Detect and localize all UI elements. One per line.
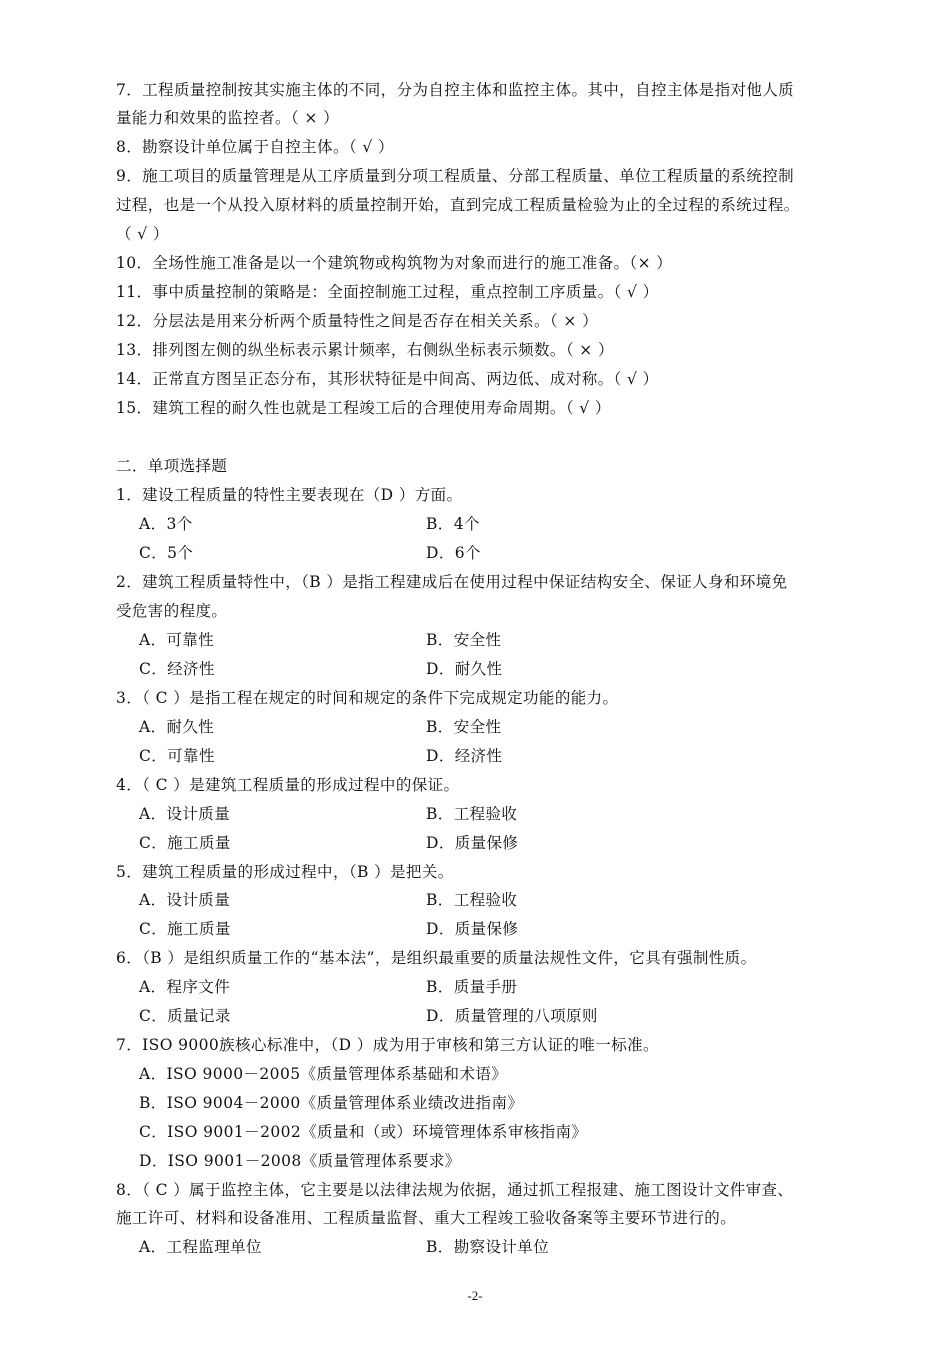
page-number: -2- bbox=[467, 1288, 483, 1303]
judgement-line: 量能力和效果的监控者。（ × ） bbox=[116, 109, 339, 127]
section-title: 二．单项选择题 bbox=[116, 457, 228, 475]
question-stem: 8．（ C ）属于监控主体，它主要是以法律法规为依据，通过抓工程报建、施工图设计文件审查、 bbox=[116, 1181, 794, 1199]
question-stem: 1．建设工程质量的特性主要表现在（D ）方面。 bbox=[116, 486, 463, 504]
question-stem: 3．（ C ）是指工程在规定的时间和规定的条件下完成规定功能的能力。 bbox=[116, 689, 619, 707]
option-b: B．安全性 bbox=[426, 718, 502, 736]
option-c: C．施工质量 bbox=[139, 920, 231, 938]
option-a: A．工程监理单位 bbox=[139, 1238, 262, 1256]
option-b: B．工程验收 bbox=[426, 891, 518, 909]
option-c: C．经济性 bbox=[139, 660, 215, 678]
option-d: D．6个 bbox=[426, 544, 481, 562]
judgement-line: 过程，也是一个从投入原材料的质量控制开始，直到完成工程质量检验为止的全过程的系统过程。 bbox=[116, 196, 800, 214]
judgement-line: 13．排列图左侧的纵坐标表示累计频率，右侧纵坐标表示频数。（ × ） bbox=[116, 341, 614, 359]
option-c: C．可靠性 bbox=[139, 747, 215, 765]
judgement-line: （ √ ） bbox=[116, 225, 169, 243]
option-c: C．ISO 9001－2002《质量和（或）环境管理体系审核指南》 bbox=[139, 1123, 588, 1141]
judgement-line: 10．全场性施工准备是以一个建筑物或构筑物为对象而进行的施工准备。（× ） bbox=[116, 254, 673, 272]
option-c: C．施工质量 bbox=[139, 834, 231, 852]
question-stem: 受危害的程度。 bbox=[116, 602, 228, 620]
option-b: B．质量手册 bbox=[426, 978, 518, 996]
judgement-line: 14．正常直方图呈正态分布，其形状特征是中间高、两边低、成对称。（ √ ） bbox=[116, 370, 659, 388]
option-b: B．4个 bbox=[426, 515, 480, 533]
option-a: A．程序文件 bbox=[139, 978, 231, 996]
option-c: C．质量记录 bbox=[139, 1007, 231, 1025]
question-stem: 6．（B ）是组织质量工作的“基本法”，是组织最重要的质量法规性文件，它具有强制性质。 bbox=[116, 949, 757, 967]
option-d: D．经济性 bbox=[426, 747, 503, 765]
judgement-line: 12．分层法是用来分析两个质量特性之间是否存在相关关系。（ × ） bbox=[116, 312, 599, 330]
question-stem: 施工许可、材料和设备准用、工程质量监督、重大工程竣工验收备案等主要环节进行的。 bbox=[116, 1209, 737, 1227]
option-a: A．设计质量 bbox=[139, 891, 231, 909]
option-c: C．5个 bbox=[139, 544, 194, 562]
option-b: B．ISO 9004－2000《质量管理体系业绩改进指南》 bbox=[139, 1094, 524, 1112]
question-stem: 7．ISO 9000族核心标准中，（D ）成为用于审核和第三方认证的唯一标准。 bbox=[116, 1036, 659, 1054]
option-d: D．质量保修 bbox=[426, 834, 519, 852]
option-d: D．耐久性 bbox=[426, 660, 503, 678]
option-a: A．3个 bbox=[139, 515, 193, 533]
judgement-line: 15．建筑工程的耐久性也就是工程竣工后的合理使用寿命周期。（ √ ） bbox=[116, 399, 611, 417]
question-stem: 5．建筑工程质量的形成过程中，（B ）是把关。 bbox=[116, 863, 454, 881]
option-a: A．ISO 9000－2005《质量管理体系基础和术语》 bbox=[139, 1065, 508, 1083]
option-a: A．可靠性 bbox=[139, 631, 215, 649]
option-a: A．设计质量 bbox=[139, 805, 231, 823]
option-d: D．质量管理的八项原则 bbox=[426, 1007, 598, 1025]
question-stem: 4．（ C ）是建筑工程质量的形成过程中的保证。 bbox=[116, 776, 460, 794]
question-stem: 2．建筑工程质量特性中，（B ）是指工程建成后在使用过程中保证结构安全、保证人身和环境免 bbox=[116, 573, 788, 591]
judgement-line: 11．事中质量控制的策略是：全面控制施工过程，重点控制工序质量。（ √ ） bbox=[116, 283, 659, 301]
option-b: B．安全性 bbox=[426, 631, 502, 649]
judgement-line: 7．工程质量控制按其实施主体的不同，分为自控主体和监控主体。其中，自控主体是指对他人质 bbox=[116, 81, 795, 99]
option-d: D．ISO 9001－2008《质量管理体系要求》 bbox=[139, 1152, 461, 1170]
option-d: D．质量保修 bbox=[426, 920, 519, 938]
judgement-line: 9．施工项目的质量管理是从工序质量到分项工程质量、分部工程质量、单位工程质量的系统控制 bbox=[116, 167, 795, 185]
option-b: B．工程验收 bbox=[426, 805, 518, 823]
option-a: A．耐久性 bbox=[139, 718, 215, 736]
option-b: B．勘察设计单位 bbox=[426, 1238, 550, 1256]
judgement-line: 8．勘察设计单位属于自控主体。（ √ ） bbox=[116, 138, 394, 156]
